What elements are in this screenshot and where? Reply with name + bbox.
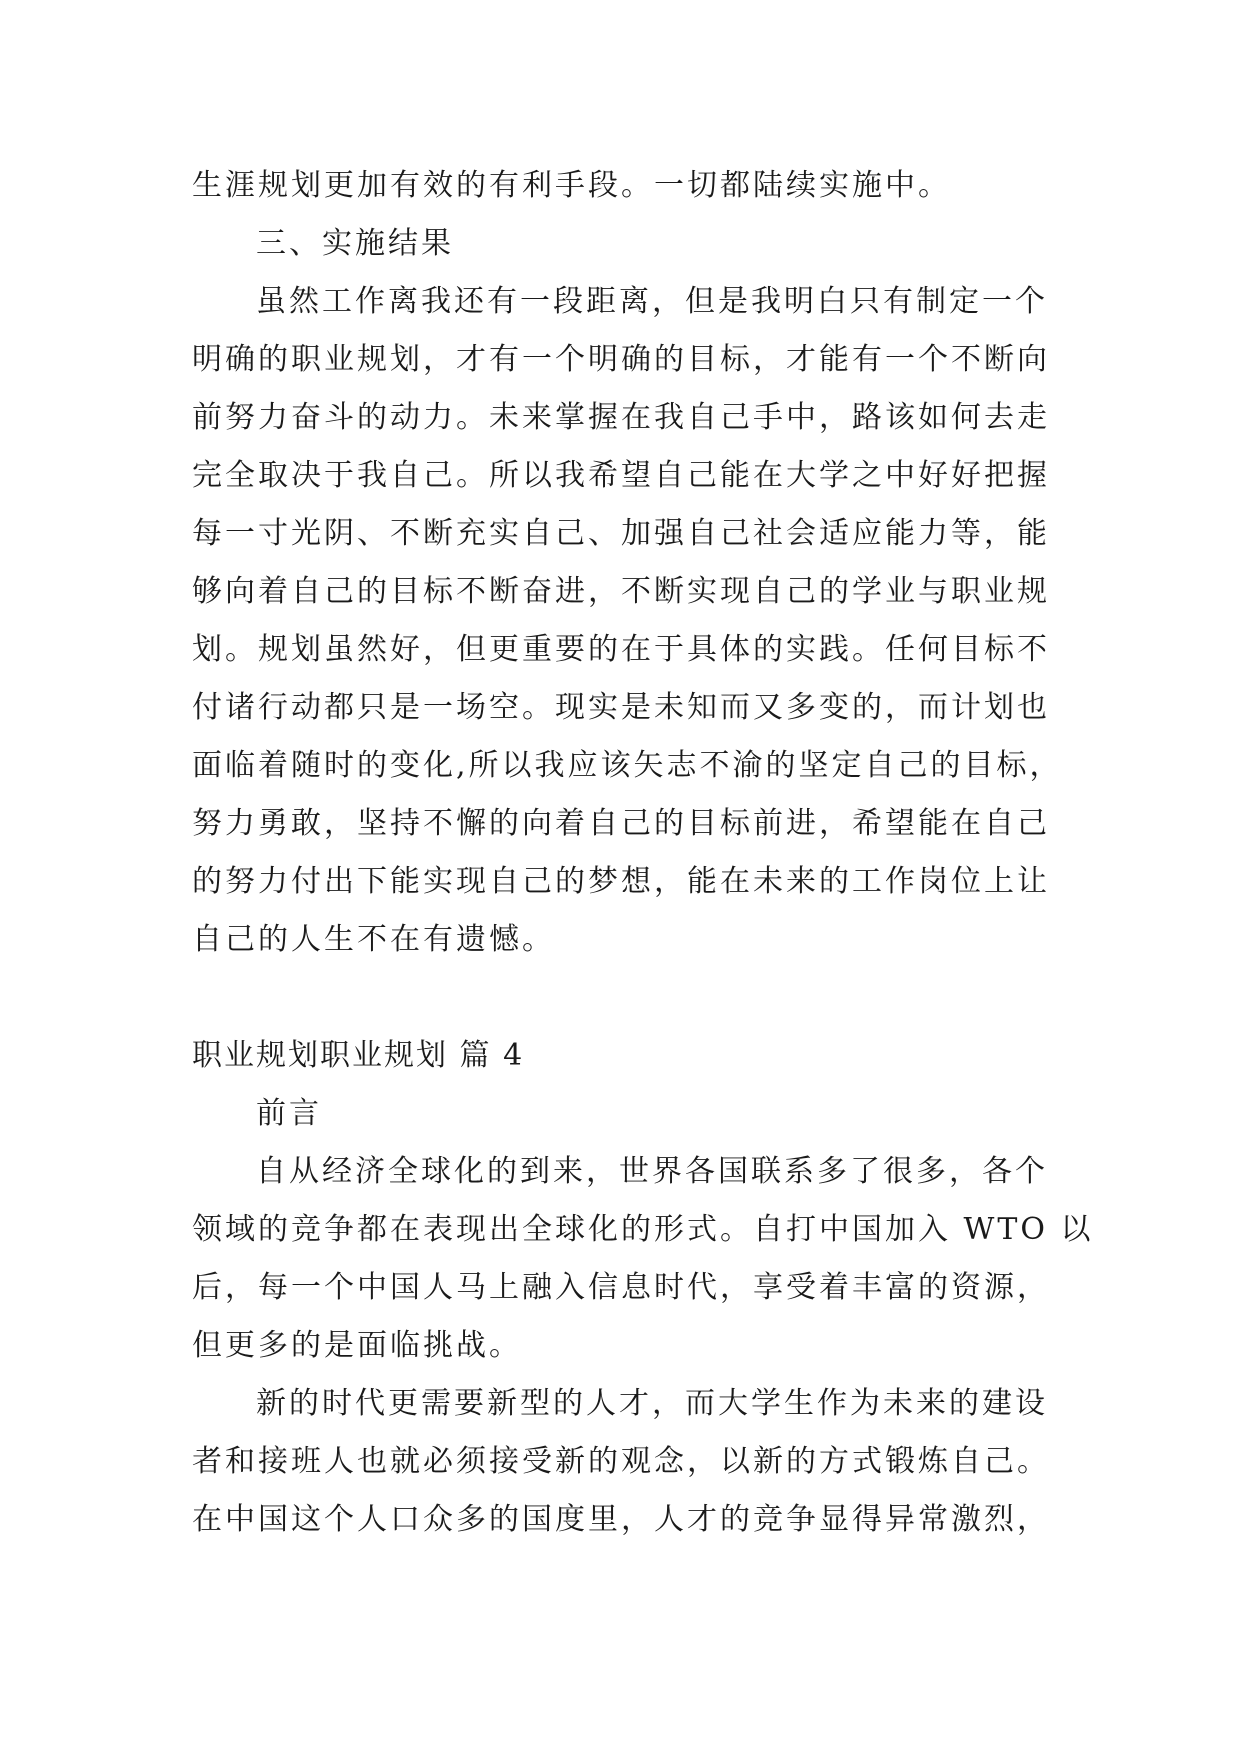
- text-line: 明确的职业规划，才有一个明确的目标，才能有一个不断向: [192, 342, 1050, 377]
- text-line: 者和接班人也就必须接受新的观念，以新的方式锻炼自己。: [192, 1444, 1050, 1479]
- text-line: 后，每一个中国人马上融入信息时代，享受着丰富的资源，: [192, 1270, 1050, 1305]
- text-line: 虽然工作离我还有一段距离，但是我明白只有制定一个: [256, 284, 1048, 319]
- text-line: 划。规划虽然好，但更重要的在于具体的实践。任何目标不: [192, 632, 1050, 667]
- text-line: 前努力奋斗的动力。未来掌握在我自己手中，路该如何去走: [192, 400, 1050, 435]
- text-line: 自己的人生不在有遗憾。: [192, 922, 555, 957]
- text-line: 完全取决于我自己。所以我希望自己能在大学之中好好把握: [192, 458, 1050, 493]
- text-line: 面临着随时的变化,所以我应该矢志不渝的坚定自己的目标，: [192, 748, 1063, 783]
- section-heading: 三、实施结果: [256, 226, 454, 261]
- text-line: 新的时代更需要新型的人才，而大学生作为未来的建设: [256, 1386, 1048, 1421]
- text-line: 付诸行动都只是一场空。现实是未知而又多变的，而计划也: [192, 690, 1050, 725]
- text-line: 努力勇敢，坚持不懈的向着自己的目标前进，希望能在自己: [192, 806, 1050, 841]
- text-line: 在中国这个人口众多的国度里，人才的竞争显得异常激烈，: [192, 1502, 1050, 1537]
- section-heading: 前言: [256, 1096, 322, 1131]
- text-line: 够向着自己的目标不断奋进，不断实现自己的学业与职业规: [192, 574, 1050, 609]
- text-line: 自从经济全球化的到来，世界各国联系多了很多，各个: [256, 1154, 1048, 1189]
- text-line: 生涯规划更加有效的有利手段。一切都陆续实施中。: [192, 168, 951, 203]
- text-line: 的努力付出下能实现自己的梦想，能在未来的工作岗位上让: [192, 864, 1050, 899]
- text-line: 领域的竞争都在表现出全球化的形式。自打中国加入 WTO 以: [192, 1212, 1094, 1247]
- article-title: 职业规划职业规划 篇 4: [192, 1038, 525, 1073]
- text-line: 但更多的是面临挑战。: [192, 1328, 522, 1363]
- text-line: 每一寸光阴、不断充实自己、加强自己社会适应能力等，能: [192, 516, 1050, 551]
